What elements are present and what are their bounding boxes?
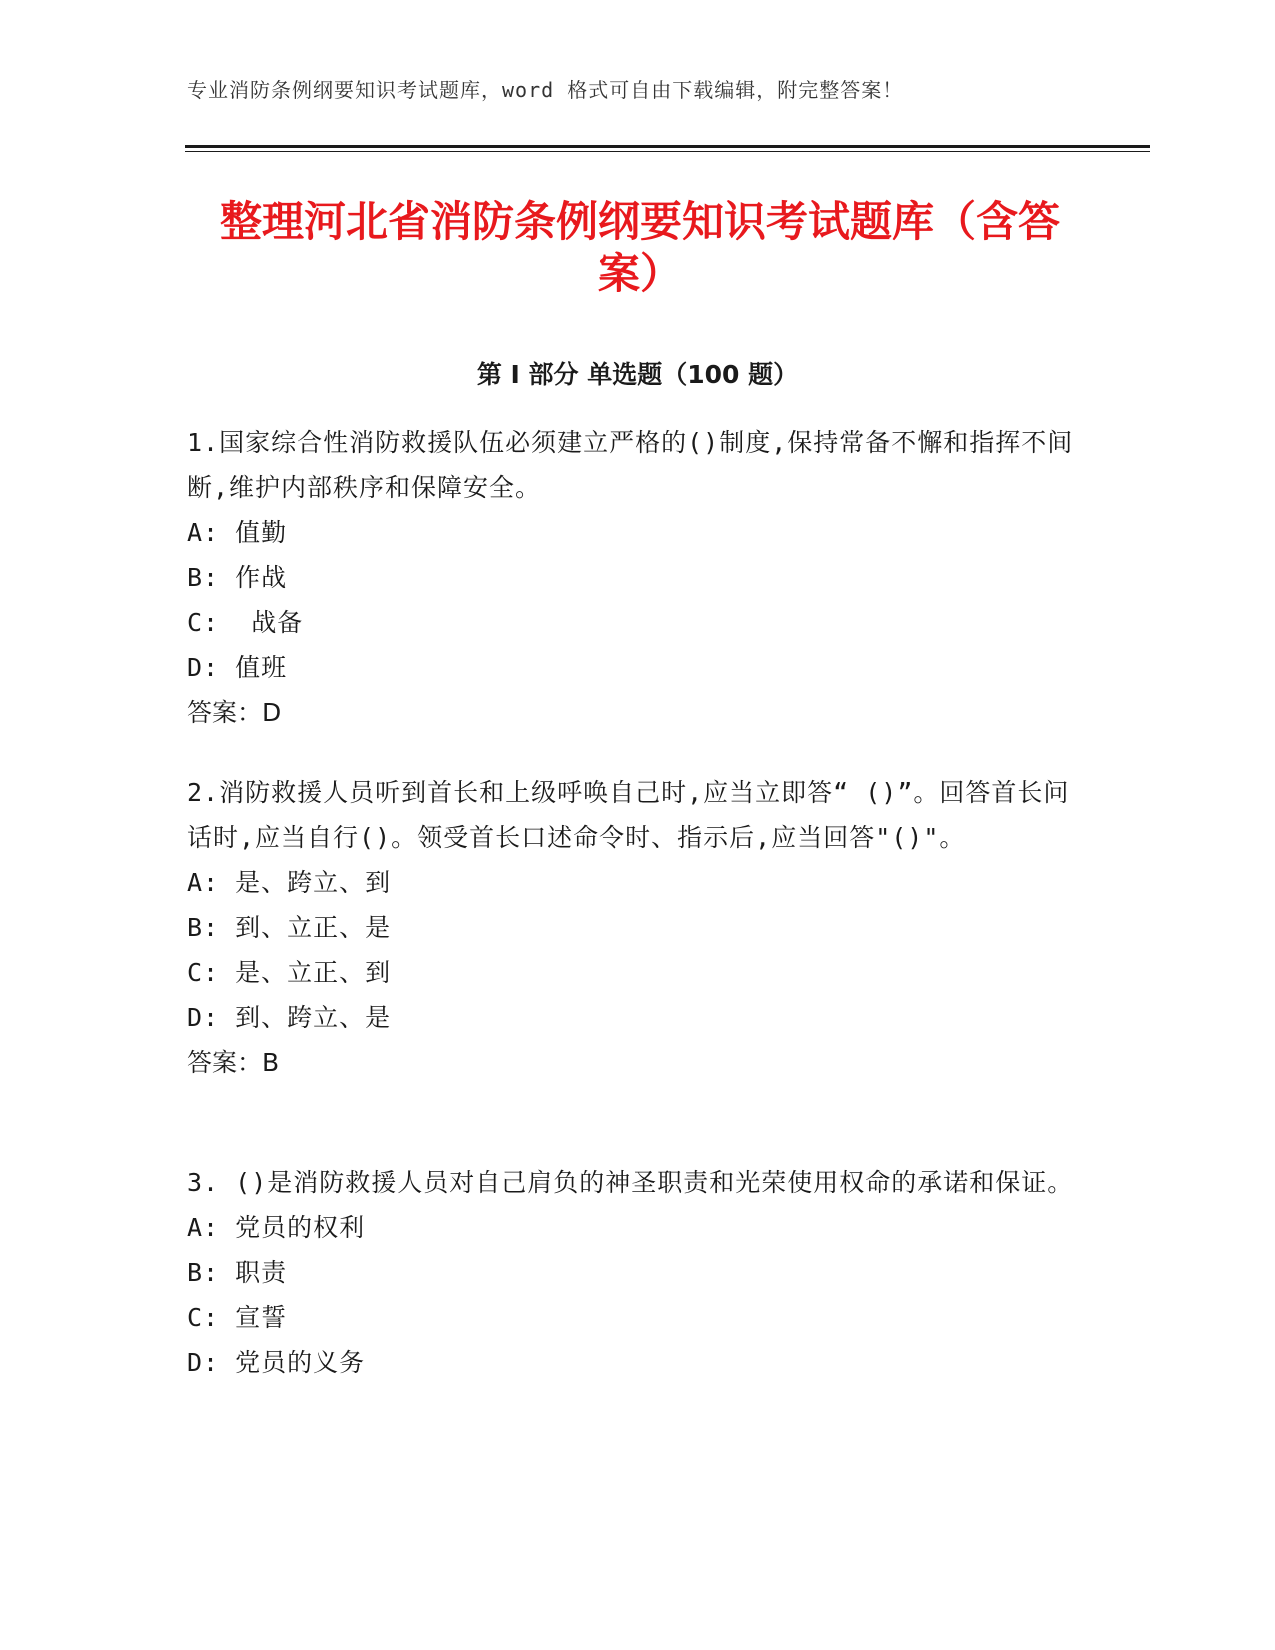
question-2-answer: 答案：B <box>187 1048 280 1077</box>
question-2-option-b: B: 到、立正、是 <box>187 913 392 942</box>
header-rule-thick <box>185 145 1150 148</box>
header-rule-thin <box>185 151 1150 152</box>
question-3 <box>187 1160 1087 1385</box>
document-title: 整理河北省消防条例纲要知识考试题库（含答案） <box>219 197 1060 298</box>
question-1-option-d: D: 值班 <box>187 653 288 682</box>
question-1-text: 1.国家综合性消防救援队伍必须建立严格的()制度,保持常备不懈和指挥不间断,维护内部秩序和保障安全。 <box>187 428 1074 502</box>
question-1-answer: 答案：D <box>187 698 282 727</box>
header-note: 专业消防条例纲要知识考试题库，word 格式可自由下载编辑，附完整答案！ <box>187 78 904 102</box>
question-1-option-a: A: 值勤 <box>187 518 288 547</box>
section-heading: 第 I 部分 单选题（100 题） <box>476 360 799 389</box>
question-3-text: 3. ()是消防救援人员对自己肩负的神圣职责和光荣使用权命的承诺和保证。 <box>187 1168 1074 1197</box>
question-2-text: 2.消防救援人员听到首长和上级呼唤自己时,应当立即答“ ()”。回答首长问话时,应当自行()。领受首长口述命令时、指示后,应当回答"()"。 <box>187 778 1070 852</box>
question-3-option-b: B: 职责 <box>187 1258 288 1287</box>
question-2-option-d: D: 到、跨立、是 <box>187 1003 392 1032</box>
question-3-option-a: A: 党员的权利 <box>187 1213 366 1242</box>
question-1-option-b: B: 作战 <box>187 563 288 592</box>
question-3-option-c: C: 宣誓 <box>187 1303 288 1332</box>
question-2-option-a: A: 是、跨立、到 <box>187 868 392 897</box>
question-1-option-c: C: 战备 <box>187 608 304 637</box>
question-2-option-c: C: 是、立正、到 <box>187 958 392 987</box>
question-1 <box>187 420 1087 735</box>
question-3-option-d: D: 党员的义务 <box>187 1348 366 1377</box>
question-2 <box>187 770 1087 1085</box>
